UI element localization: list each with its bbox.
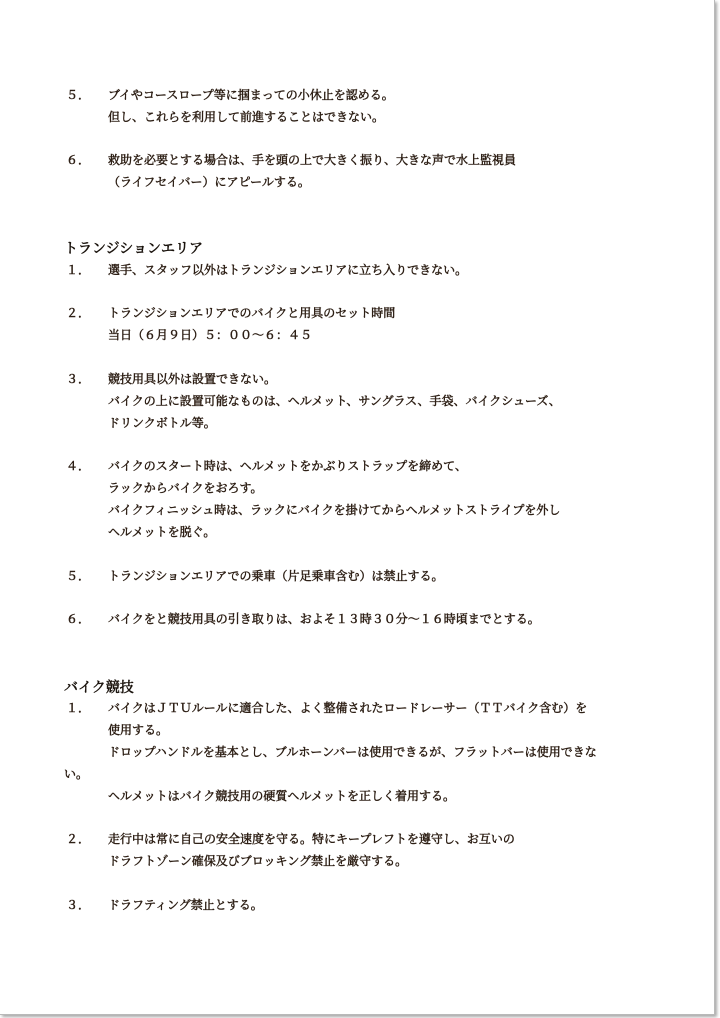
item-text-line: 走行中は常に自己の安全速度を守る。特にキープレフトを遵守し、お互いの [108,832,515,846]
item-number: ３． [66,898,91,912]
item-text-line: ブイやコースロープ等に掴まっての小休止を認める。 [108,88,394,102]
item-number: ４． [66,459,91,473]
item-text-line: ドラフティング禁止とする。 [108,898,263,912]
item-text-line: トランジションエリアでの乗車（片足乗車含む）は禁止する。 [108,569,444,583]
item-text-line: （ライフセイバー）にアピールする。 [108,175,310,189]
section-heading-bike: バイク競技 [64,680,134,696]
item-number: ６． [66,612,91,626]
section-heading-transition: トランジションエリア [64,241,204,257]
item-text-line: 但し、これらを利用して前進することはできない。 [108,110,385,124]
item-number: ５． [66,88,91,102]
item-text-line: バイクフィニッシュ時は、ラックにバイクを掛けてからヘルメットストライプを外し [108,503,561,517]
item-text-line: ドラフトゾーン確保及びブロッキング禁止を厳守する。 [108,854,408,868]
item-text-line: ドリンクボトル等。 [108,416,216,430]
item-text-line: 救助を必要とする場合は、手を頭の上で大きく振り、大きな声で水上監視員 [108,153,517,167]
item-text-line: い。 [64,767,89,781]
item-text-line: トランジションエリアでのバイクと用具のセット時間 [108,306,396,320]
item-number: ３． [66,372,91,386]
item-number: ２． [66,306,91,320]
item-number: ６． [66,153,91,167]
item-text-line: 競技用具以外は設置できない。 [108,372,277,386]
item-number: １． [66,263,91,277]
item-text-line: バイクのスタート時は、ヘルメットをかぶりストラップを締めて、 [108,459,467,473]
item-number: １． [66,701,91,715]
item-text-line: バイクはＪＴＵルールに適合した、よく整備されたロードレーサー（ＴＴバイク含む）を [108,701,588,715]
item-text-line: バイクの上に設置可能なものは、ヘルメット、サングラス、手袋、バイクシューズ、 [108,394,561,408]
item-text-line: 当日（６月９日）５：００〜６：４５ [108,328,313,342]
item-number: ２． [66,832,91,846]
item-text-line: 選手、スタッフ以外はトランジションエリアに立ち入りできない。 [108,263,468,277]
item-text-line: ヘルメットを脱ぐ。 [108,525,216,539]
item-text-line: ヘルメットはバイク競技用の硬質ヘルメットを正しく着用する。 [108,789,456,803]
item-number: ５． [66,569,91,583]
item-text-line: ラックからバイクをおろす。 [108,481,263,495]
item-text-line: バイクをと競技用具の引き取りは、およそ１３時３０分〜１６時頃までとする。 [108,612,540,626]
item-text-line: 使用する。 [108,723,169,737]
item-text-line: ドロップハンドルを基本とし、ブルホーンバーは使用できるが、フラットバーは使用できな [108,745,597,759]
